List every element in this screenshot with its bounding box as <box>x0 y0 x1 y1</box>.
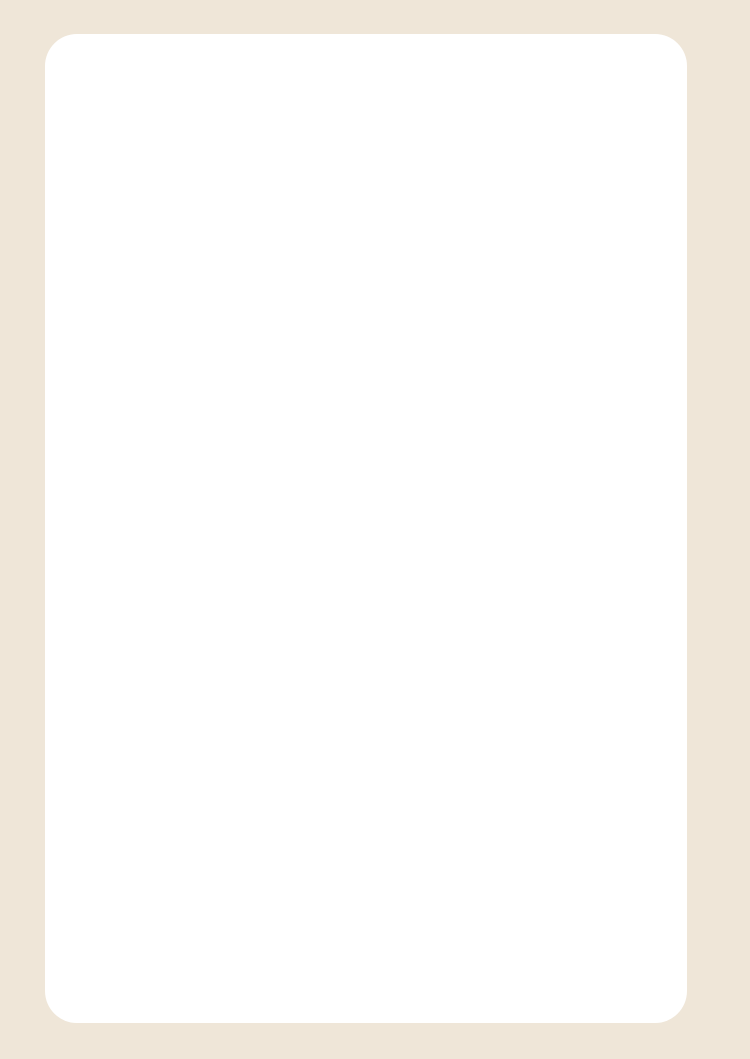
toc-page <box>45 34 687 1023</box>
